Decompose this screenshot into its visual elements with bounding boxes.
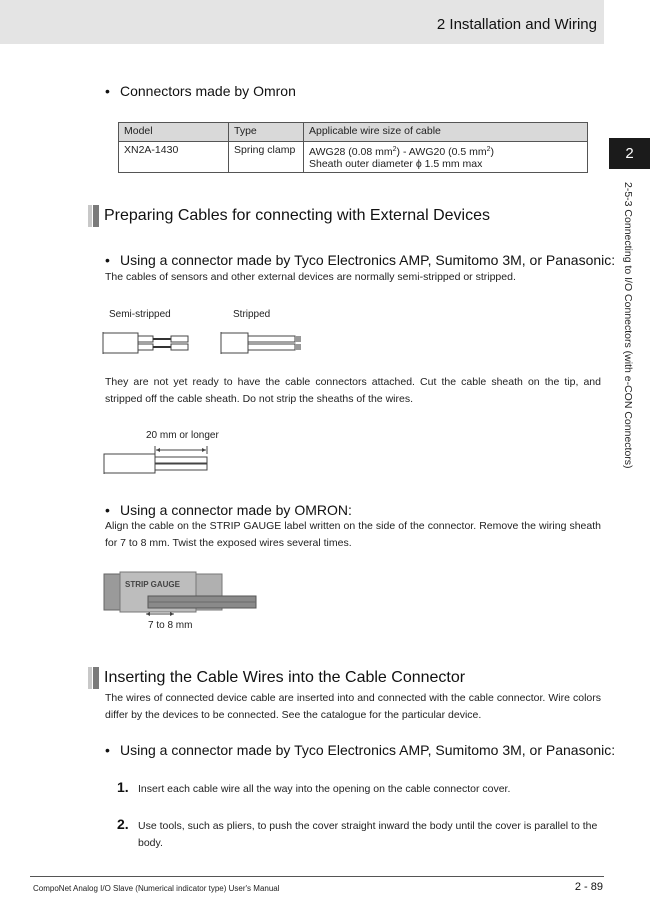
step-number-1: 1.: [117, 779, 129, 795]
bullet-dot: •: [105, 742, 110, 758]
bullet-dot: •: [105, 252, 110, 268]
stripped-cable-figure: [218, 330, 308, 356]
heading-bar-icon: [88, 205, 99, 227]
page-header-title: 2 Installation and Wiring: [436, 16, 597, 33]
page-number: 2 - 89: [574, 881, 603, 893]
bullet-dot: •: [105, 83, 110, 99]
strip-gauge-figure: [100, 570, 260, 618]
superscript-2b: 2: [486, 146, 491, 153]
sheath-diameter: Sheath outer diameter ϕ 1.5 mm max: [309, 158, 483, 170]
step-number-2: 2.: [117, 816, 129, 832]
wire-size-c: ): [490, 146, 494, 158]
paragraph-wire-colors: The wires of connected device cable are inserted into and connected with the cable connector. Wire colors differ by the devices to be connected. See the catalogue for the particular device.: [105, 692, 601, 721]
paragraph-strip-gauge: Align the cable on the STRIP GAUGE label written on the side of the connector. Remove the wiring sheath for 7 to 8 mm. Twist the exposed wires several times.: [105, 520, 601, 549]
bullet-dot: •: [105, 502, 110, 518]
figure-label-length: 20 mm or longer: [146, 430, 219, 441]
chapter-tab[interactable]: 2: [609, 138, 650, 169]
bullet-omron-connectors: [105, 83, 296, 99]
cell-type: Spring clamp: [229, 142, 304, 173]
heading-bar-icon: [88, 667, 99, 689]
heading-text: Preparing Cables for connecting with External Devices: [104, 207, 490, 224]
figure-label-semi-stripped: Semi-stripped: [109, 309, 171, 320]
table-header-wire-size: Applicable wire size of cable: [304, 123, 588, 142]
table-header-row: [119, 123, 588, 142]
figure-label-stripped: Stripped: [233, 309, 271, 320]
paragraph-cut-sheath: They are not yet ready to have the cable connectors attached. Cut the cable sheath on the tip, and stripped off the cable sheath. Do not strip the sheaths of the wires.: [105, 376, 601, 405]
table-row: [119, 142, 588, 173]
wire-size-b: ) - AWG20 (0.5 mm: [396, 146, 487, 158]
sheath-length-figure: [100, 440, 212, 476]
bullet-omron-2: [105, 502, 352, 518]
bullet-text: Connectors made by Omron: [120, 83, 296, 99]
bullet-text: Using a connector made by Tyco Electronics AMP, Sumitomo 3M, or Panasonic:: [120, 252, 616, 268]
step-text-1: Insert each cable wire all the way into the opening on the cable connector cover.: [138, 783, 511, 795]
cell-model: XN2A-1430: [119, 142, 229, 173]
semi-stripped-cable-figure: [100, 330, 200, 356]
bullet-tyco-2: [105, 742, 615, 758]
bullet-text: Using a connector made by OMRON:: [120, 502, 352, 518]
wire-size-a: AWG28 (0.08 mm: [309, 146, 393, 158]
footer-manual-title: CompoNet Analog I/O Slave (Numerical indicator type) User's Manual: [33, 884, 280, 893]
section-side-label: 2-5-3 Connecting to I/O Connectors (with e-CON Connectors): [622, 182, 634, 469]
cell-wire-size: [304, 142, 588, 173]
connector-table: [118, 122, 588, 173]
strip-gauge-text: STRIP GAUGE: [125, 580, 180, 589]
heading-text: Inserting the Cable Wires into the Cable Connector: [104, 669, 466, 686]
table-header-model: Model: [119, 123, 229, 142]
bullet-tyco-1: [105, 252, 615, 268]
section-heading-inserting-wires: [88, 667, 465, 689]
section-heading-preparing-cables: [88, 205, 490, 227]
footer-divider: [30, 876, 604, 877]
figure-label-strip-length: 7 to 8 mm: [148, 620, 193, 631]
bullet-text: Using a connector made by Tyco Electronics AMP, Sumitomo 3M, or Panasonic:: [120, 742, 616, 758]
paragraph-semi-stripped: The cables of sensors and other external devices are normally semi-stripped or stripped.: [105, 271, 516, 283]
table-header-type: Type: [229, 123, 304, 142]
step-text-2: Use tools, such as pliers, to push the cover straight inward the body until the cover is parallel to the body.: [138, 820, 598, 849]
superscript-2a: 2: [392, 146, 397, 153]
